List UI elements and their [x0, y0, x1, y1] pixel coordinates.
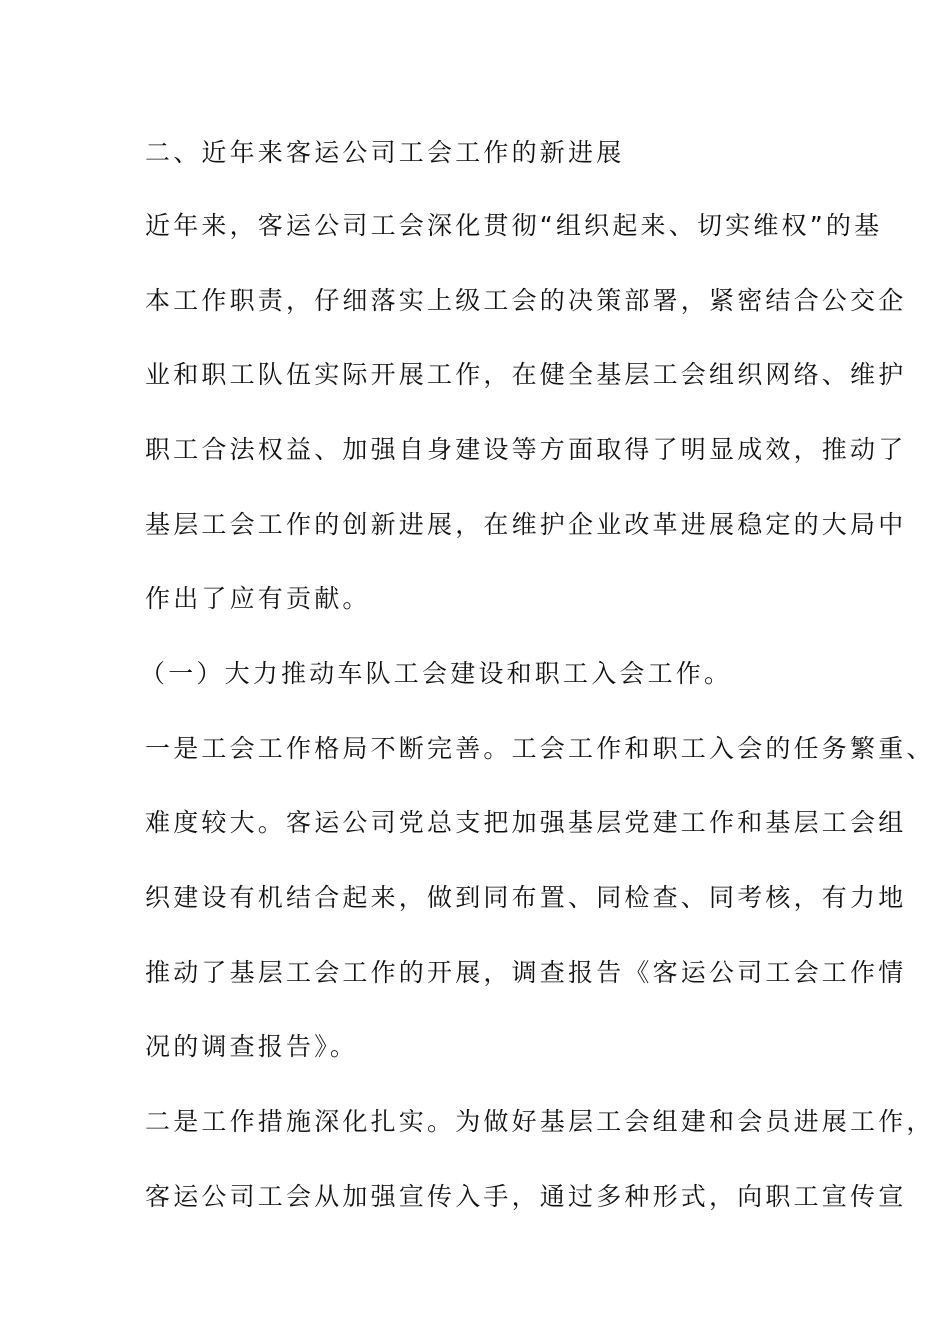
paragraph-line: 二是工作措施深化扎实。为做好基层工会组建和会员进展工作， [145, 1107, 935, 1136]
paragraph-line: 基层工会工作的创新进展，在维护企业改革进展稳定的大局中 [145, 510, 907, 539]
paragraph-line: 本工作职责，仔细落实上级工会的决策部署，紧密结合公交企 [145, 286, 907, 315]
paragraph-line: 织建设有机结合起来，做到同布置、同检查、同考核，有力地 [145, 883, 907, 912]
paragraph-line: 一是工会工作格局不断完善。工会工作和职工入会的任务繁重、 [145, 734, 935, 763]
subsection-heading: （一）大力推动车队工会建设和职工入会工作。 [140, 659, 733, 688]
paragraph-line: 难度较大。客运公司党总支把加强基层党建工作和基层工会组 [145, 808, 907, 837]
paragraph-line: 业和职工队伍实际开展工作，在健全基层工会组织网络、维护 [145, 360, 907, 389]
paragraph-line: 推动了基层工会工作的开展，调查报告《客运公司工会工作情 [145, 958, 907, 987]
paragraph-line: 况的调查报告》。 [145, 1032, 359, 1061]
paragraph-line: 作出了应有贡献。 [145, 584, 371, 613]
paragraph-line: 职工合法权益、加强自身建设等方面取得了明显成效，推动了 [145, 435, 907, 464]
section-heading: 二、近年来客运公司工会工作的新进展 [145, 138, 625, 167]
paragraph-line: 近年来，客运公司工会深化贯彻“组织起来、切实维权”的基 [145, 211, 883, 240]
paragraph-line: 客运公司工会从加强宣传入手，通过多种形式，向职工宣传宣 [145, 1182, 907, 1211]
